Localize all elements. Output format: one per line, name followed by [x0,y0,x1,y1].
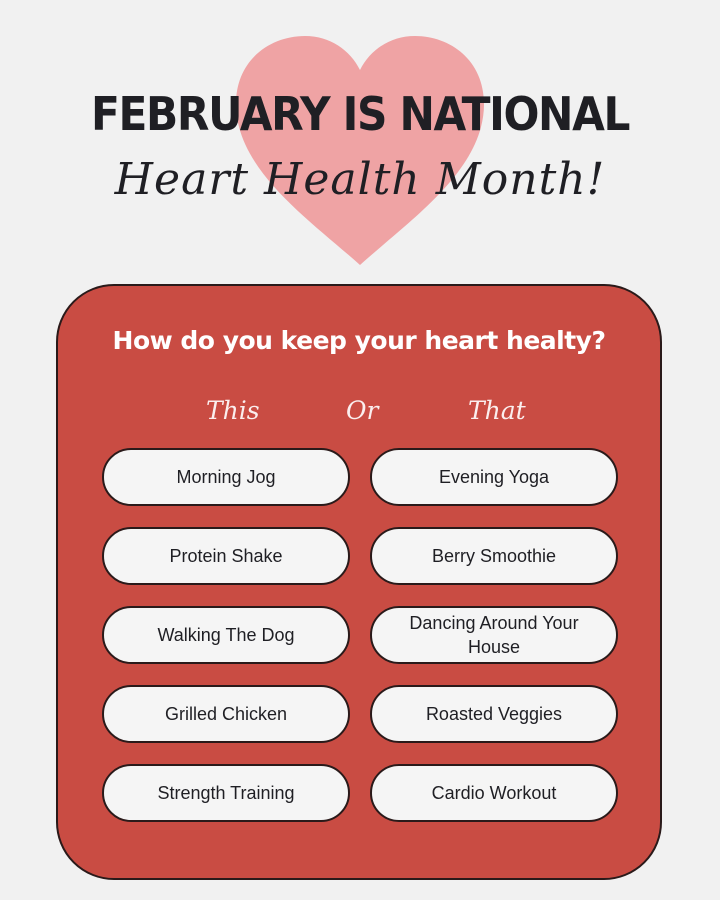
option-this-1[interactable]: Morning Jog [102,448,350,506]
option-this-5[interactable]: Strength Training [102,764,350,822]
option-that-5[interactable]: Cardio Workout [370,764,618,822]
question-card [56,284,662,880]
column-that-label: That [468,396,526,425]
question-heading: How do you keep your heart healty? [112,326,606,355]
option-this-2[interactable]: Protein Shake [102,527,350,585]
column-this-label: This [206,396,260,425]
option-that-3[interactable]: Dancing Around Your House [370,606,618,664]
option-this-3[interactable]: Walking The Dog [102,606,350,664]
page-subtitle: Heart Health Month! [114,154,606,205]
column-or-label: Or [346,396,379,425]
option-that-2[interactable]: Berry Smoothie [370,527,618,585]
option-that-4[interactable]: Roasted Veggies [370,685,618,743]
page-title: FEBRUARY IS NATIONAL [90,87,630,141]
option-this-4[interactable]: Grilled Chicken [102,685,350,743]
option-that-1[interactable]: Evening Yoga [370,448,618,506]
